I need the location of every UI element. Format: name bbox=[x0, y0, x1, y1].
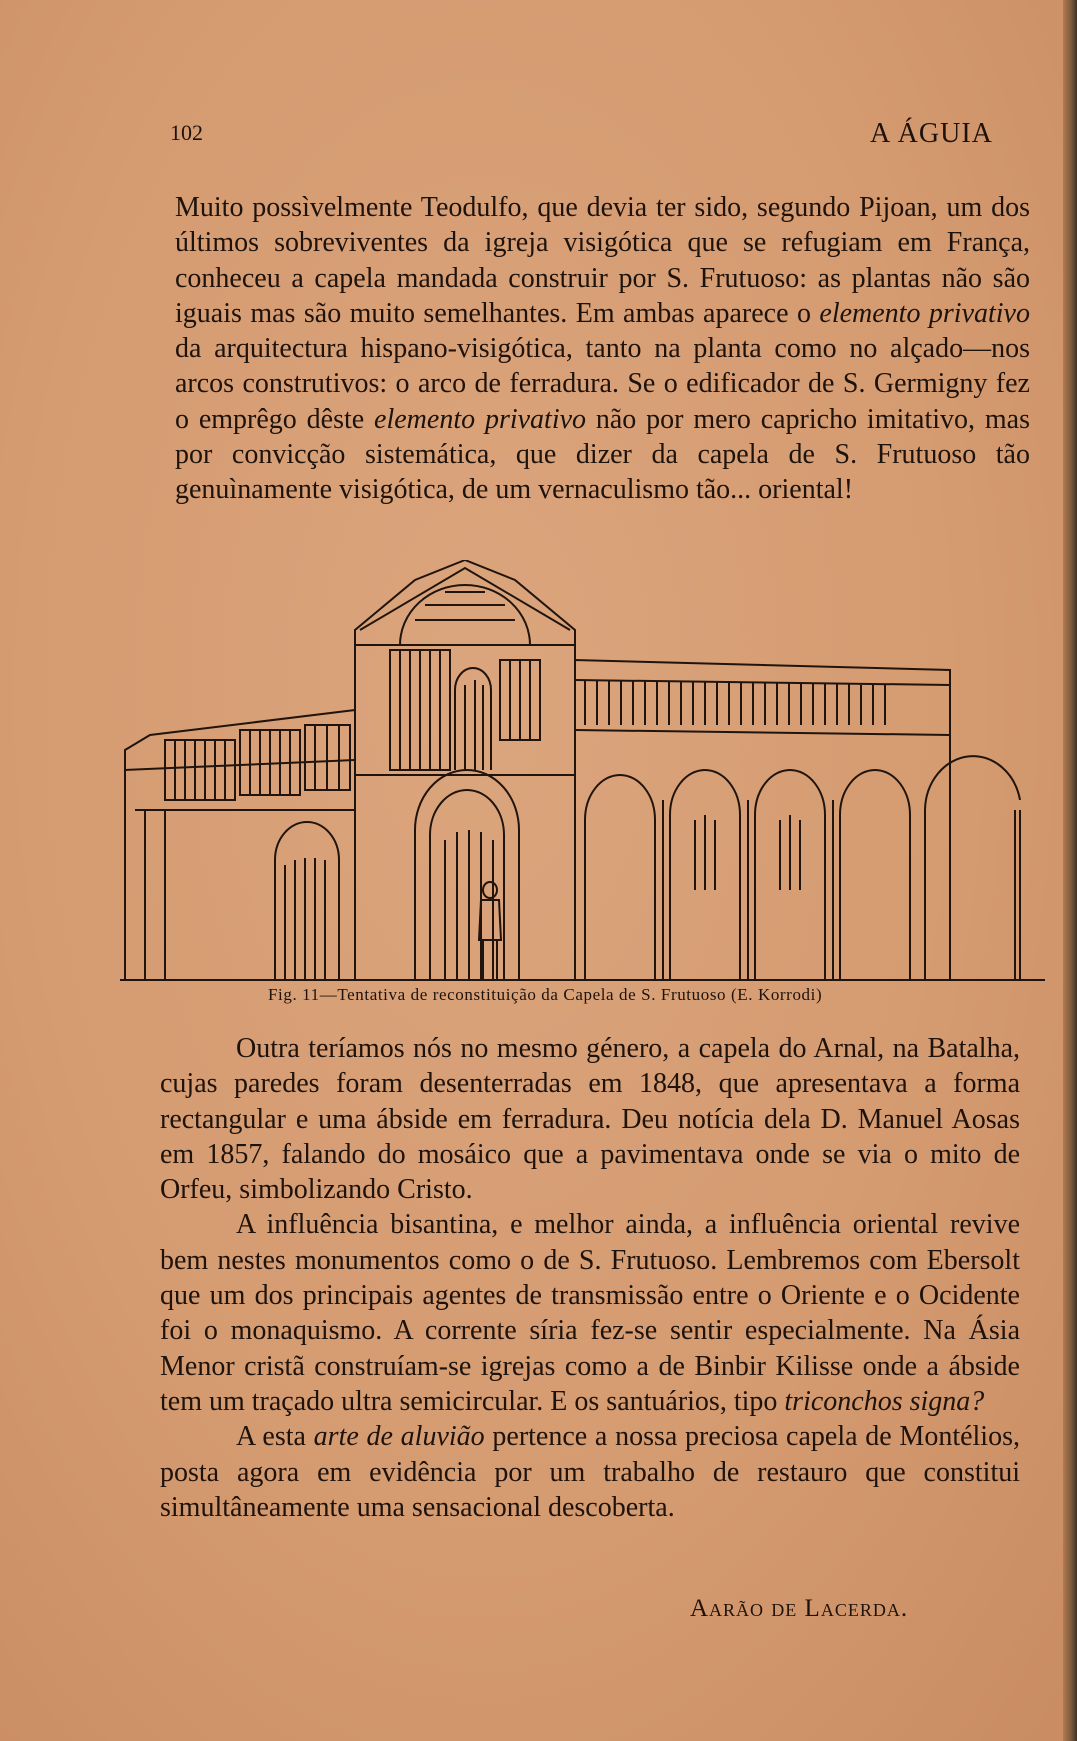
paragraph-3-text: A influência bisantina, e melhor ainda, a influência oriental revive bem nestes monumentos como o de S. Frutuoso. Lembremos com Ebersolt que um dos principais agentes de transmissão entre o Oriente e o Ocidente foi o monaquismo. A corrente síria fez-se sentir especialmente. Na Ásia Menor cristã construíam-se igrejas como a de Binbir Kilisse onde a ábside tem um traçado ultra semicircular. E os santuários, tipo bbox=[160, 1209, 1020, 1417]
paragraph-4-text-a: A esta bbox=[236, 1421, 314, 1453]
paragraph-2: Outra teríamos nós no mesmo género, a capela do Arnal, na Batalha, cujas paredes foram desenterradas em 1848, que apresentava a forma rectangular e uma ábside em ferradura. Deu notícia dela D. Manuel Aosas em 1857, falando do mosáico que a pavimentava onde se via o mito de Orfeu, simbolizando Cristo. bbox=[160, 1033, 1020, 1206]
right-wing-outline bbox=[575, 660, 950, 980]
page-edge bbox=[1063, 0, 1077, 1741]
paragraph-1-text-c: não por mero capricho imitativo, mas por convicção sistemática, que dizer da capela de S. Frutuoso tão genuìnamente visigótica, de um vernaculismo tão... oriental! bbox=[175, 403, 1030, 506]
paragraph-1-italic-b: elemento privativo bbox=[374, 403, 587, 435]
paragraph-4-italic: arte de aluvião bbox=[313, 1421, 485, 1453]
far-right-arch bbox=[925, 756, 1020, 980]
paragraph-1-italic-a: elemento privativo bbox=[819, 297, 1030, 329]
running-title: A ÁGUIA bbox=[870, 118, 993, 149]
paragraph-1 bbox=[175, 190, 1030, 508]
page-number: 102 bbox=[170, 120, 203, 145]
right-arch-4 bbox=[840, 770, 910, 980]
body-text-lower bbox=[160, 1031, 1020, 1525]
author-signature: Aarão de Lacerda. bbox=[690, 1595, 909, 1622]
paragraph-1-text-a: Muito possìvelmente Teodulfo, que devia ter sido, segundo Pijoan, um dos últimos sobreviventes da igreja visigótica que se refugiam em França, conheceu a capela mandada construir por S. Frutuoso: as plantas não são iguais mas são muito semelhantes. Em ambas aparece o bbox=[175, 192, 1030, 329]
paragraph-4 bbox=[160, 1419, 1020, 1525]
paragraph-3 bbox=[160, 1207, 1020, 1419]
paragraph-1-text-b: da arquitectura hispano-visigótica, tanto na planta como no alçado—nos arcos construtivos: o arco de ferradura. Se o edificador de S. Germigny fez o emprêgo dêste bbox=[175, 333, 1030, 435]
right-arch-1 bbox=[585, 775, 655, 980]
tower-arched-window bbox=[455, 668, 491, 770]
figure-caption: Fig. 11—Tentativa de reconstituição da Capela de S. Frutuoso (E. Korrodi) bbox=[268, 985, 823, 1004]
paragraph-4-text-b: pertence a nossa preciosa capela de Montélios, posta agora em evidência por um trabalho de restauro que constitui simultâneamente uma sensacional descoberta. bbox=[160, 1421, 1020, 1523]
chapel-reconstruction-drawing bbox=[115, 560, 1050, 990]
human-figure bbox=[483, 882, 497, 898]
paragraph-3-italic: triconchos signa? bbox=[784, 1385, 985, 1417]
